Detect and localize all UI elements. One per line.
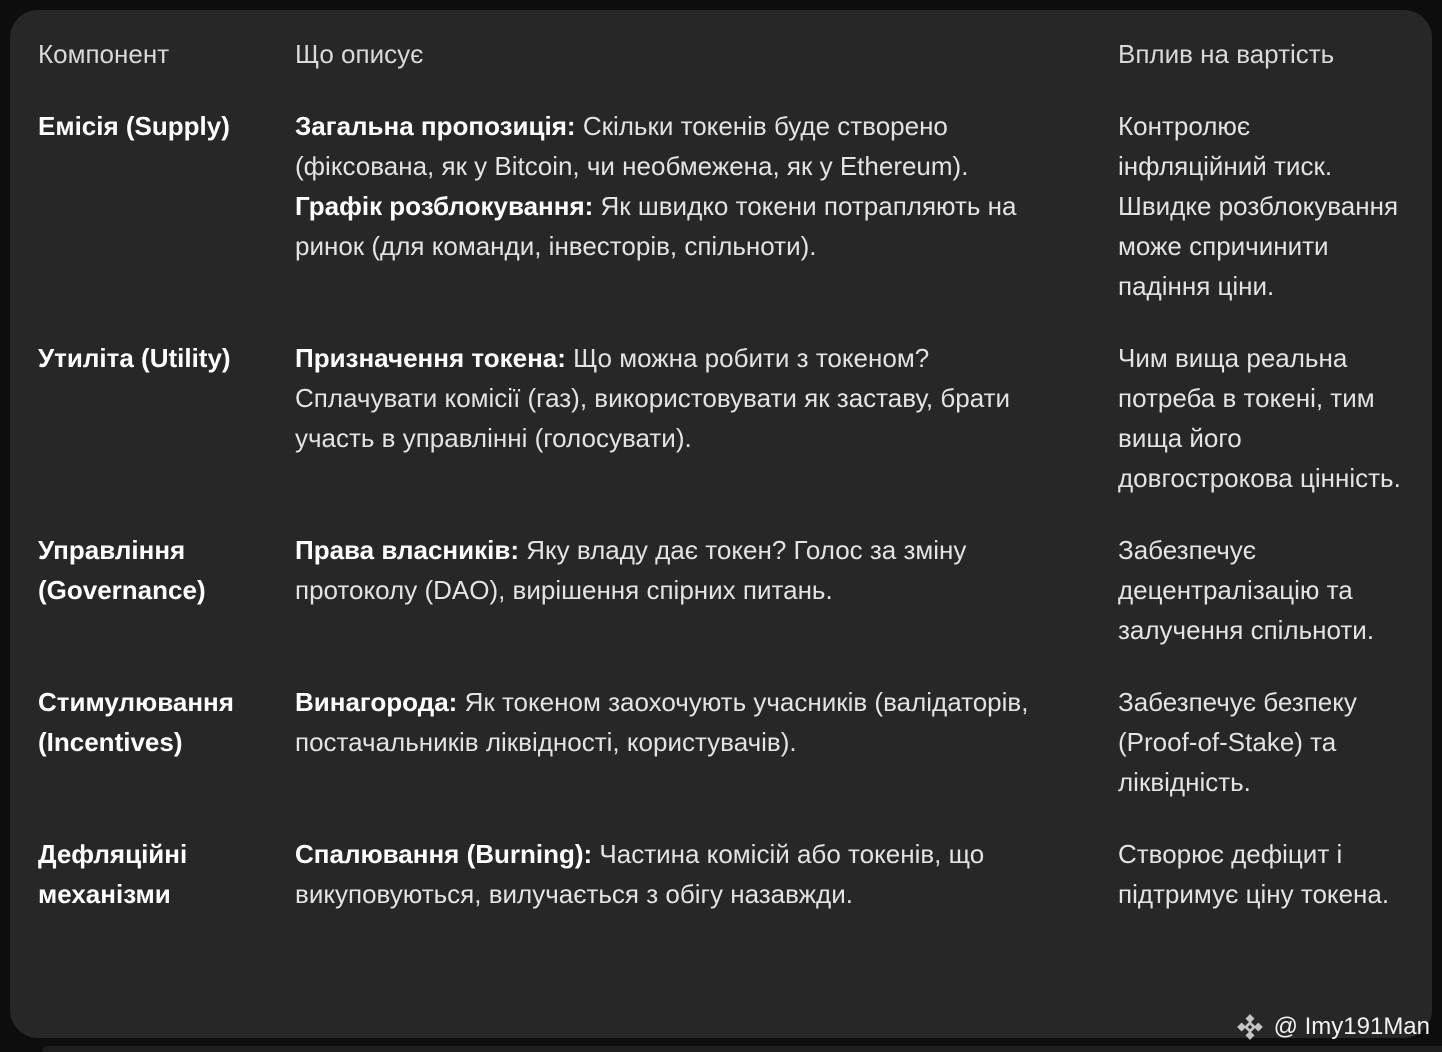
row-component-cell: Стимулювання (Incentives) <box>38 687 234 757</box>
row-component-cell: Дефляційні механізми <box>38 839 188 909</box>
next-card-top-edge <box>42 1046 1442 1052</box>
row-describes-cell: Спалювання (Burning): Частина комісій або токенів, що викуповуються, вилучається з обігу назавжди. <box>295 839 985 909</box>
table-card <box>10 10 1432 1038</box>
binance-logo-icon <box>1235 1012 1265 1042</box>
header-impact: Вплив на вартість <box>1118 39 1335 69</box>
row-impact-cell: Створює дефіцит і підтримує ціну токена. <box>1118 839 1390 909</box>
row-describes-cell: Призначення токена: Що можна робити з токеном? Сплачувати комісії (газ), використовувати як заставу, брати участь в управлінні (голосувати). <box>295 343 1011 453</box>
watermark <box>1235 1012 1430 1042</box>
row-describes-cell: Винагорода: Як токеном заохочують учасників (валідаторів, постачальників ліквідності, користувачів). <box>295 687 1029 757</box>
term-label: Права власників: <box>295 535 519 565</box>
row-impact-cell: Чим вища реальна потреба в токені, тим вища його довгострокова цінність. <box>1118 343 1401 493</box>
row-component-cell: Емісія (Supply) <box>38 111 230 141</box>
row-impact-cell: Контролює інфляційний тиск. Швидке розблокування може спричинити падіння ціни. <box>1118 111 1399 301</box>
row-describes-cell: Загальна пропозиція: Скільки токенів буде створено (фіксована, як у Bitcoin, чи необмежена, як у Ethereum). Графік розблокування: Як швидко токени потрапляють на ринок (для команди, інвесторів, спільноти). <box>295 111 1017 261</box>
row-impact-cell: Забезпечує децентралізацію та залучення спільноти. <box>1118 535 1375 645</box>
term-label: Призначення токена: <box>295 343 566 373</box>
table-grid <box>38 34 1404 914</box>
term-label: Спалювання (Burning): <box>295 839 593 869</box>
row-component-cell: Утиліта (Utility) <box>38 343 231 373</box>
header-component: Компонент <box>38 39 170 69</box>
watermark-handle: @ Imy191Man <box>1273 1013 1430 1040</box>
row-component-cell: Управління (Governance) <box>38 535 206 605</box>
row-impact-cell: Забезпечує безпеку (Proof-of-Stake) та ліквідність. <box>1118 687 1357 797</box>
term-label: Графік розблокування: <box>295 191 594 221</box>
row-describes-cell: Права власників: Яку владу дає токен? Голос за зміну протоколу (DAO), вирішення спірних питань. <box>295 535 967 605</box>
header-describes: Що описує <box>295 39 424 69</box>
term-label: Загальна пропозиція: <box>295 111 576 141</box>
term-label: Винагорода: <box>295 687 458 717</box>
